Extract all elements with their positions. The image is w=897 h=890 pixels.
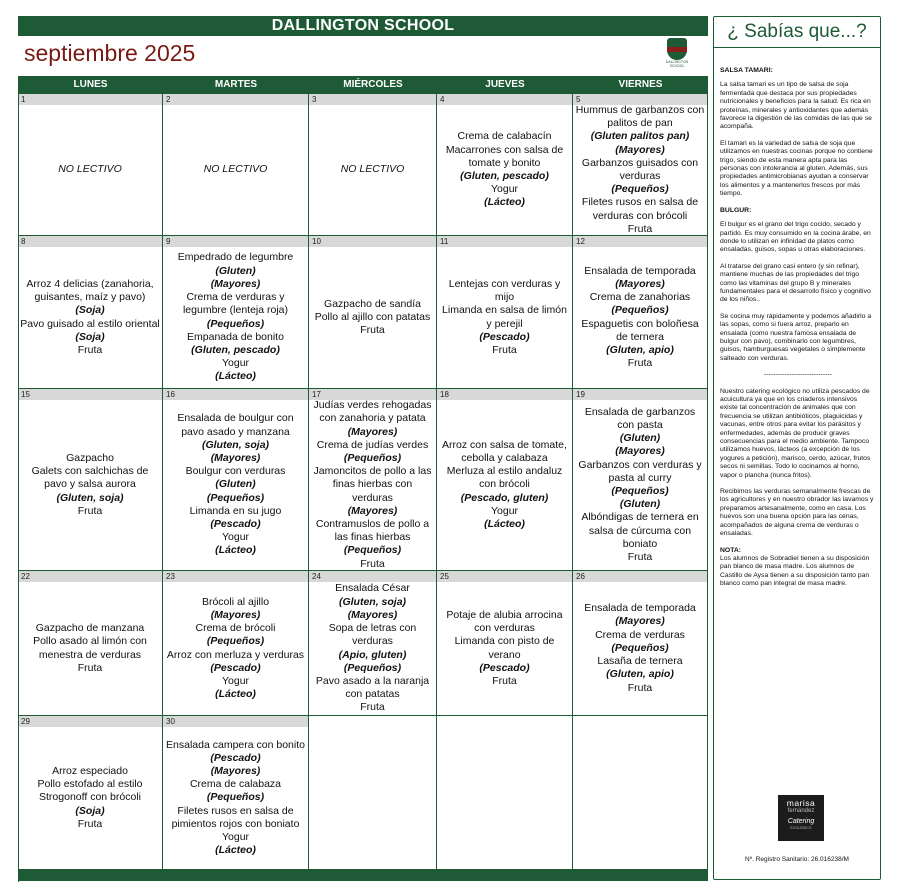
menu-items <box>309 727 436 869</box>
day-cell <box>163 389 309 571</box>
day-cell <box>573 389 708 571</box>
allergen-note: (Soja) <box>75 804 105 817</box>
menu-items <box>437 400 572 570</box>
dish: Judías verdes rehogadas con zanahoria y patata <box>313 399 432 425</box>
divider: ------------------------------ <box>764 371 832 379</box>
menu-items <box>18 400 162 570</box>
menu-calendar <box>18 76 708 882</box>
allergen-note: (Gluten, soja) <box>338 595 407 608</box>
dish: Sopa de letras con verduras <box>328 622 417 648</box>
day-cell <box>163 571 309 716</box>
dish: Galets con salchichas de pavo y salsa aurora <box>31 465 149 491</box>
menu-items <box>437 582 572 715</box>
day-cell <box>18 94 163 236</box>
dish: Ensalada de temporada <box>584 264 696 277</box>
allergen-note: (Mayores) <box>347 425 398 438</box>
dish: Ensalada de boulgur con pavo asado y manzana <box>177 412 294 438</box>
allergen-note: (Lácteo) <box>484 518 525 530</box>
day-number: 16 <box>163 389 308 400</box>
dish: Fruta <box>77 343 103 356</box>
dish: Albóndigas de ternera en salsa de cúrcuma con boniato <box>581 511 699 550</box>
allergen-note: (Pequeños) <box>206 317 265 330</box>
dish: Arroz 4 delicias (zanahoria, guisantes, maíz y pavo) <box>26 277 154 304</box>
menu-items <box>309 400 436 570</box>
day-number: 11 <box>437 236 572 247</box>
month-title: septiembre 2025 <box>24 40 196 66</box>
dish: Contramuslos de pollo a las finas hierbas <box>315 518 430 544</box>
day-number: 12 <box>573 236 707 247</box>
day-number: 30 <box>163 716 308 727</box>
allergen-note: (Pescado) <box>210 661 261 674</box>
day-number: 22 <box>18 571 162 582</box>
dish: Yogur <box>221 831 250 843</box>
menu-items <box>163 247 308 388</box>
brand-name: marisa <box>786 798 816 808</box>
day-number: 8 <box>18 236 162 247</box>
dish: Fruta <box>360 701 385 714</box>
allergen-note: (Gluten) <box>619 498 661 511</box>
school-name: DALLINGTON SCHOOL <box>271 17 455 34</box>
allergen-note: (Apio, gluten) <box>338 648 407 661</box>
dish: Pavo guisado al estilo oriental <box>20 317 160 330</box>
allergen-note: (Gluten) <box>215 478 256 491</box>
day-number: 9 <box>163 236 308 247</box>
dish: Filetes rusos en salsa de pimientos rojos con boniato <box>171 804 300 830</box>
dish: Arroz con merluza y verduras <box>166 648 305 661</box>
dish: Garbanzos guisados con verduras <box>581 156 699 182</box>
day-number: 24 <box>309 571 436 582</box>
allergen-note: (Mayores) <box>210 608 261 621</box>
tamari-heading: SALSA TAMARI: <box>720 67 773 74</box>
day-cell <box>18 571 163 716</box>
dish: Fruta <box>77 661 103 674</box>
menu-items <box>163 727 308 869</box>
menu-items <box>573 247 707 388</box>
day-number: 29 <box>18 716 162 727</box>
allergen-note: (Pequeños) <box>343 544 402 557</box>
allergen-note: (Gluten) <box>215 264 256 277</box>
dish: Lasaña de ternera <box>597 655 683 668</box>
allergen-note: (Pequeños) <box>343 661 402 674</box>
dish: Crema de brócoli <box>195 622 276 635</box>
day-number: 1 <box>18 94 162 105</box>
day-cell <box>309 236 437 389</box>
dish: Yogur <box>221 357 250 370</box>
day-number: 10 <box>309 236 436 247</box>
dish: Fruta <box>77 504 103 517</box>
dish: Gazpacho de manzana <box>35 622 145 635</box>
day-cell <box>437 716 573 870</box>
allergen-note: (Mayores) <box>210 451 261 464</box>
menu-items <box>573 105 707 235</box>
sidebar-info-panel <box>713 16 881 880</box>
allergen-note: (Lácteo) <box>484 196 525 209</box>
menu-items <box>163 105 308 235</box>
allergen-note: (Pequeños) <box>611 183 669 196</box>
allergen-note: (Mayores) <box>615 445 665 458</box>
dish: Fruta <box>627 681 653 694</box>
dish: Pollo estofado al estilo Strogonoff con brócoli <box>37 778 143 804</box>
dish: Gazpacho de sandía <box>324 297 421 310</box>
allergen-note: (Pequeños) <box>206 635 265 648</box>
menu-items <box>309 247 436 388</box>
dish: Potaje de alubia arrocina con verduras <box>446 608 563 635</box>
allergen-note: (Mayores) <box>615 277 665 290</box>
allergen-note: (Gluten, pescado) <box>460 170 549 182</box>
day-number: 18 <box>437 389 572 400</box>
day-header: JUEVES <box>437 76 573 94</box>
allergen-note: (Soja) <box>75 304 105 317</box>
allergen-note: (Mayores) <box>615 615 665 628</box>
dish: Empedrado de legumbre <box>177 251 294 264</box>
menu-items <box>437 247 572 388</box>
allergen-note: (Pequeños) <box>343 452 402 464</box>
sidebar-body <box>720 67 876 597</box>
day-cell <box>309 571 437 716</box>
day-cell <box>437 236 573 389</box>
catering-logo <box>778 795 824 841</box>
allergen-note: (Gluten, apio) <box>606 343 674 356</box>
dish: Jamoncitos de pollo a las finas hierbas con verduras <box>313 465 432 504</box>
day-number: 23 <box>163 571 308 582</box>
day-cell <box>573 571 708 716</box>
day-cell <box>18 389 163 571</box>
dish: Fruta <box>360 557 385 570</box>
dish: Fruta <box>492 343 517 356</box>
dish: Fruta <box>627 222 653 235</box>
day-cell <box>573 236 708 389</box>
allergen-note: (Mayores) <box>347 504 398 517</box>
allergen-note: (Pescado) <box>479 330 530 343</box>
allergen-note: (Lácteo) <box>215 544 256 557</box>
brand-ecologico: ECOLÓGICO <box>790 826 812 830</box>
dish: Fruta <box>360 324 385 337</box>
dish: Boulgur con verduras <box>185 465 286 478</box>
dish: Fruta <box>627 357 653 370</box>
dish: Crema de judías verdes <box>316 438 429 451</box>
dish: Crema de zanahorias <box>589 291 691 304</box>
allergen-note: (Gluten, pescado) <box>191 343 280 356</box>
dish: Pavo asado a la naranja con patatas <box>315 674 430 701</box>
allergen-note: (Mayores) <box>615 143 665 156</box>
day-number: 15 <box>18 389 162 400</box>
menu-items <box>163 582 308 715</box>
school-logo <box>664 38 690 76</box>
bulgur-heading: BULGUR: <box>720 206 752 214</box>
dish: Crema de verduras <box>595 628 685 641</box>
day-number: 3 <box>309 94 436 105</box>
dish: Espaguetis con boloñesa de ternera <box>581 317 699 343</box>
dish: Yogur <box>221 674 250 687</box>
dish: Hummus de garbanzos con palitos de pan <box>575 103 705 130</box>
dish: Fruta <box>492 674 517 687</box>
dish: Macarrones con salsa de tomate y bonito <box>445 143 564 169</box>
day-header: MARTES <box>163 76 309 94</box>
bulgur-paragraph-3: Se cocina muy rápidamente y podemos añadirlo a las sopas, como si fuera arroz, preparlo en ensalada (como nuestra famosa ensalada de bulgur con pavo), combinarlo con legumbres, guisos, hamburguesas vegetales o simplemente salteado con verduras. <box>720 312 872 362</box>
nota-paragraph: Los alumnos de Sobradiel tienen a su disposición pan blanco de masa madre. Los alumnos de Castillo de Aysa tienen a su disposición tanto pan blanco como pan integral de masa madre. <box>720 554 870 588</box>
day-number: 2 <box>163 94 308 105</box>
dish: Arroz especiado <box>52 764 128 777</box>
menu-items <box>573 582 707 715</box>
allergen-note: (Pescado) <box>479 661 530 674</box>
day-number: 19 <box>573 389 707 400</box>
allergen-note: (Pescado, gluten) <box>460 491 549 504</box>
dish: Pollo al ajillo con patatas <box>314 310 431 323</box>
allergen-note: (Gluten, apio) <box>606 668 674 681</box>
bottom-bar <box>18 869 708 881</box>
dish: NO LECTIVO <box>58 163 122 176</box>
allergen-note: (Mayores) <box>347 608 398 621</box>
menu-items <box>573 727 707 869</box>
registro-sanitario: Nº. Registro Sanitario: 26.016238/M <box>745 856 849 863</box>
bulgur-paragraph-2: Al tratarse del grano casi entero (y sin refinar), mantiene muchas de las propiedades del trigo como las vitaminas del grupo B y minerales fundamentales para el desarrollo físico y cognitivo de los niños.. <box>720 262 871 304</box>
menu-items <box>18 105 162 235</box>
sidebar-title: ¿ Sabías que...? <box>714 17 880 48</box>
allergen-note: (Mayores) <box>210 277 261 290</box>
menu-items <box>18 247 162 388</box>
menu-items <box>437 105 572 235</box>
day-cell <box>309 716 437 870</box>
day-number: 25 <box>437 571 572 582</box>
allergen-note: (Pequeños) <box>611 485 669 497</box>
day-header: LUNES <box>18 76 163 94</box>
dish: Limanda en salsa de limón y perejil <box>442 304 567 330</box>
day-number: 4 <box>437 94 572 105</box>
nota-heading: NOTA: <box>720 546 742 554</box>
dish: Ensalada campera con bonito <box>166 738 305 751</box>
allergen-note: (Lácteo) <box>215 844 256 857</box>
dish: Crema de calabacín <box>457 130 552 143</box>
dish: Pollo asado al limón con menestra de verduras <box>33 635 147 661</box>
allergen-note: (Pequeños) <box>206 791 265 804</box>
dish: Ensalada César <box>335 582 410 595</box>
day-cell <box>309 94 437 236</box>
menu-items <box>573 400 707 570</box>
dish: Garbanzos con verduras y pasta al curry <box>578 458 702 484</box>
eco-paragraph-1: Nuestro catering ecológico no utiliza pescados de acuicultura ya que en los criaderos intensivos existe tal concentración de animales que con frecuencia se utilizan antibióticos, plaguicidas y vacunas, entre otros para evitar los parásitos y enfermedades, además de producir graves consecuencias para el medio ambiente. Tampoco utilizamos huevos, lácteos (a excepción de los yogures a petición), marisco, cerdo, azúcar, frutos secos ni semillas. Todo lo cocinamos al horno, vapor o plancha (nunca fritos). <box>720 387 871 479</box>
day-cell <box>163 236 309 389</box>
day-cell <box>309 389 437 571</box>
allergen-note: (Pequeños) <box>611 304 669 317</box>
allergen-note: (Lácteo) <box>215 688 256 701</box>
dish: Crema de verduras y legumbre (lenteja roja) <box>182 291 289 317</box>
dish: NO LECTIVO <box>203 163 268 176</box>
dish: Crema de calabaza <box>189 778 282 791</box>
menu-items <box>163 400 308 570</box>
dish: Lentejas con verduras y mijo <box>448 277 561 304</box>
day-cell <box>437 389 573 571</box>
day-number: 5 <box>573 94 707 105</box>
allergen-note: (Gluten, soja) <box>56 491 124 504</box>
allergen-note: (Gluten palitos pan) <box>590 130 690 143</box>
menu-items <box>437 727 572 869</box>
day-number: 17 <box>309 389 436 400</box>
tamari-paragraph-1: La salsa tamari es un tipo de salsa de soja fermentada que destaca por sus propiedades nutricionales y beneficios para la salud. Es rica en proteínas, minerales y antioxidantes que además favorece la digestión de las comidas de las que se acompaña. <box>720 81 872 131</box>
dish: Yogur <box>221 531 250 544</box>
dish: NO LECTIVO <box>340 163 405 176</box>
allergen-note: (Lácteo) <box>215 370 256 383</box>
brand-catering: Catering <box>787 818 815 825</box>
day-cell <box>437 571 573 716</box>
dish: Fruta <box>627 551 653 564</box>
day-cell <box>163 716 309 870</box>
day-cell <box>437 94 573 236</box>
menu-items <box>18 727 162 869</box>
eco-paragraph-2: Recibimos las verduras semanalmente frescas de los agricultores y en nuestro obrador las lavamos y preparamos artesanalmente, como en casa. Los huevos son una buena opción para las cenas, acompañados de alguna crema de verduras o ensaladas. <box>720 488 874 538</box>
school-name-bar <box>18 16 708 36</box>
dish: Merluza al estilo andaluz con brócoli <box>446 465 563 491</box>
dish: Yogur <box>490 504 519 517</box>
dish: Gazpacho <box>66 451 114 464</box>
day-cell <box>18 716 163 870</box>
allergen-note: (Pequeños) <box>611 641 669 654</box>
allergen-note: (Pescado) <box>210 518 261 530</box>
day-header: MIÉRCOLES <box>309 76 437 94</box>
allergen-note: (Soja) <box>75 330 105 343</box>
logo-text: DALLINGTON SCHOOL <box>665 60 689 68</box>
dish: Filetes rusos en salsa de verduras con brócoli <box>581 196 699 222</box>
menu-items <box>309 582 436 715</box>
dish: Yogur <box>490 183 519 196</box>
day-cell <box>573 94 708 236</box>
brand-surname: fernández <box>787 808 815 814</box>
dish: Limanda con pisto de verano <box>454 635 555 661</box>
allergen-note: (Gluten) <box>619 432 661 445</box>
dish: Ensalada de temporada <box>584 602 696 615</box>
day-number: 26 <box>573 571 707 582</box>
shield-icon <box>667 38 687 60</box>
dish: Ensalada de garbanzos con pasta <box>584 405 696 431</box>
day-cell <box>573 716 708 870</box>
day-cell <box>18 236 163 389</box>
allergen-note: (Pequeños) <box>206 491 265 504</box>
dish: Empanada de bonito <box>187 330 284 343</box>
dish: Arroz con salsa de tomate, cebolla y calabaza <box>442 438 567 464</box>
menu-items <box>18 582 162 715</box>
bulgur-paragraph-1: El bulgur es el grano del trigo cocido, secado y partido. Es muy consumido en la cocina árabe, en donde lo utilizan en infinidad de platos como ensaladas, guisos, sopas u otras elaboraciones. <box>720 221 871 254</box>
menu-items <box>309 105 436 235</box>
dish: Limanda en su jugo <box>189 504 282 517</box>
dish: Fruta <box>77 817 103 830</box>
day-cell <box>163 94 309 236</box>
allergen-note: (Gluten, soja) <box>201 438 270 451</box>
day-header: VIERNES <box>573 76 708 94</box>
allergen-note: (Mayores) <box>210 764 261 777</box>
allergen-note: (Pescado) <box>210 751 261 764</box>
dish: Brócoli al ajillo <box>201 595 270 608</box>
tamari-paragraph-2: El tamari es la variedad de salsa de soja que utilizamos en nuestras cocinas porque no contiene trigo, siendo de esta manera apta para las personas con intolerancia al gluten. Además, sus propiedades antimicrobianas ayudan a conservar los alimentos y a mantenerlos frescos por más tiempo. <box>720 139 873 198</box>
